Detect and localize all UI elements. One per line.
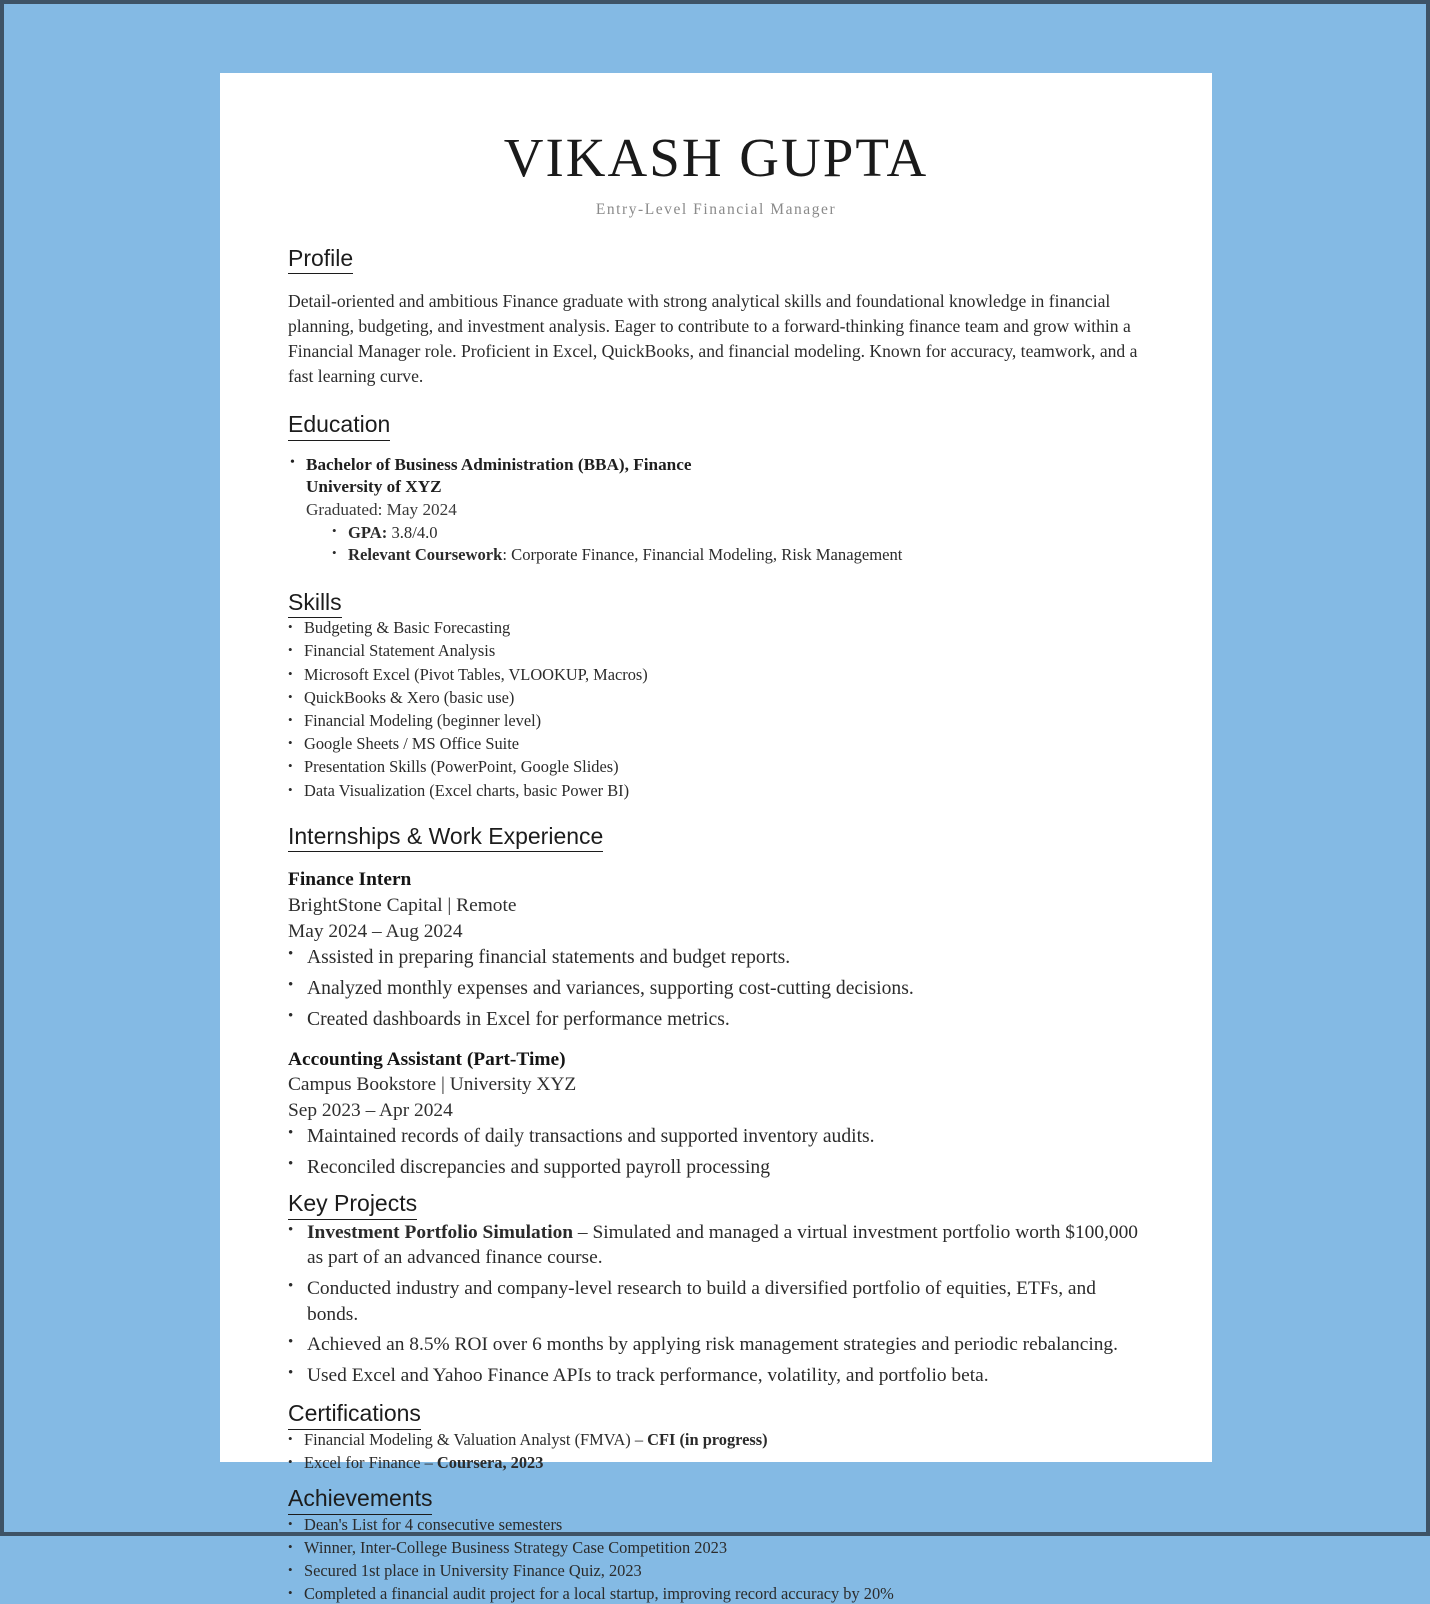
job-organization: BrightStone Capital | Remote [288,894,517,916]
candidate-name: VIKASH GUPTA [503,127,929,188]
resume-page [220,73,1212,1604]
job-entry [288,867,1144,944]
list-item: • Achieved an 8.5% ROI over 6 months by applying risk management strategies and periodic rebalancing. [288,1332,1144,1358]
list-item: • Analyzed monthly expenses and variances, supporting cost-cutting decisions. [288,976,1144,1001]
section-heading-experience: Internships & Work Experience [288,823,603,853]
job-title: Accounting Assistant (Part-Time) [288,1048,566,1070]
education-gpa [332,522,1144,544]
list-item: • Financial Modeling (beginner level) [288,711,1144,731]
section-heading-achievements: Achievements [288,1485,432,1515]
project-description: – Simulated and managed a virtual investment portfolio worth $100,000 as part of an advanced finance course. [307,1221,1138,1269]
section-profile-header [288,245,1144,275]
job-dates: Sep 2023 – Apr 2024 [288,1100,453,1122]
section-skills-header [288,589,1144,619]
education-sublist [306,522,1144,566]
achievements-list [288,1515,1144,1604]
profile-text: Detail-oriented and ambitious Finance graduate with strong analytical skills and foundational knowledge in financial planning, budgeting, and investment analysis. Eager to contribute to a forward-thinking finance team and grow within a Financial Manager role. Proficient in Excel, QuickBooks, and financial modeling. Known for accuracy, teamwork, and a fast learning curve. [288,291,1138,387]
list-item [288,1453,1144,1473]
section-heading-certifications: Certifications [288,1400,421,1430]
list-item: • Budgeting & Basic Forecasting [288,618,1144,638]
project-name: Investment Portfolio Simulation [307,1221,574,1243]
job-title: Finance Intern [288,869,412,891]
section-heading-skills: Skills [288,589,342,619]
list-item: • Reconciled discrepancies and supported payroll processing [288,1155,1144,1180]
education-degree: Bachelor of Business Administration (BBA), Finance [306,454,692,474]
list-item: • Completed a financial audit project for a local startup, improving record accuracy by 20% [288,1584,1144,1604]
list-item: • Data Visualization (Excel charts, basic Power BI) [288,781,1144,801]
education-gpa-label: GPA: [348,522,388,542]
education-coursework-value: : Corporate Finance, Financial Modeling, Risk Management [502,544,903,564]
education-coursework-label: Relevant Coursework [348,544,503,564]
section-certifications-header [288,1400,1144,1430]
list-item: • Winner, Inter-College Business Strategy Case Competition 2023 [288,1538,1144,1558]
list-item: • Created dashboards in Excel for performance metrics. [288,1007,1144,1032]
list-item: • Conducted industry and company-level research to build a diversified portfolio of equities, ETFs, and bonds. [288,1276,1144,1327]
projects-list [288,1220,1144,1389]
certification-name: Financial Modeling & Valuation Analyst (FMVA) – [304,1429,648,1449]
section-projects-header [288,1190,1144,1220]
education-graduated: Graduated: May 2024 [306,499,457,519]
certification-issuer: Coursera, 2023 [436,1453,544,1473]
list-item: • Presentation Skills (PowerPoint, Google Slides) [288,757,1144,777]
education-coursework [332,544,1144,566]
list-item: • Used Excel and Yahoo Finance APIs to track performance, volatility, and portfolio beta. [288,1363,1144,1389]
list-item: • Financial Statement Analysis [288,641,1144,661]
list-item: • Microsoft Excel (Pivot Tables, VLOOKUP, Macros) [288,665,1144,685]
section-achievements-header [288,1485,1144,1515]
section-heading-profile: Profile [288,245,353,275]
list-item: • QuickBooks & Xero (basic use) [288,688,1144,708]
list-item [288,1220,1144,1271]
job-entry [288,1047,1144,1124]
job-bullets [288,1124,1144,1180]
candidate-tagline: Entry-Level Financial Manager [595,200,837,218]
section-education-header [288,411,1144,441]
certification-name: Excel for Finance – [304,1453,437,1473]
list-item: • Google Sheets / MS Office Suite [288,734,1144,754]
certifications-list [288,1430,1144,1473]
section-experience-header [288,823,1144,853]
skills-list [288,618,1144,800]
education-university: University of XYZ [306,477,442,497]
list-item: • Secured 1st place in University Finance Quiz, 2023 [288,1561,1144,1581]
list-item [288,1430,1144,1450]
job-dates: May 2024 – Aug 2024 [288,920,463,942]
job-organization: Campus Bookstore | University XYZ [288,1074,577,1096]
education-gpa-value: 3.8/4.0 [387,522,438,542]
section-heading-projects: Key Projects [288,1190,417,1220]
job-bullets [288,945,1144,1032]
list-item: • Dean's List for 4 consecutive semesters [288,1515,1144,1535]
certification-issuer: CFI (in progress) [647,1429,768,1449]
list-item: • Maintained records of daily transactions and supported inventory audits. [288,1124,1144,1149]
list-item: • Assisted in preparing financial statements and budget reports. [288,945,1144,970]
section-heading-education: Education [288,411,390,441]
education-entry [288,454,1144,566]
